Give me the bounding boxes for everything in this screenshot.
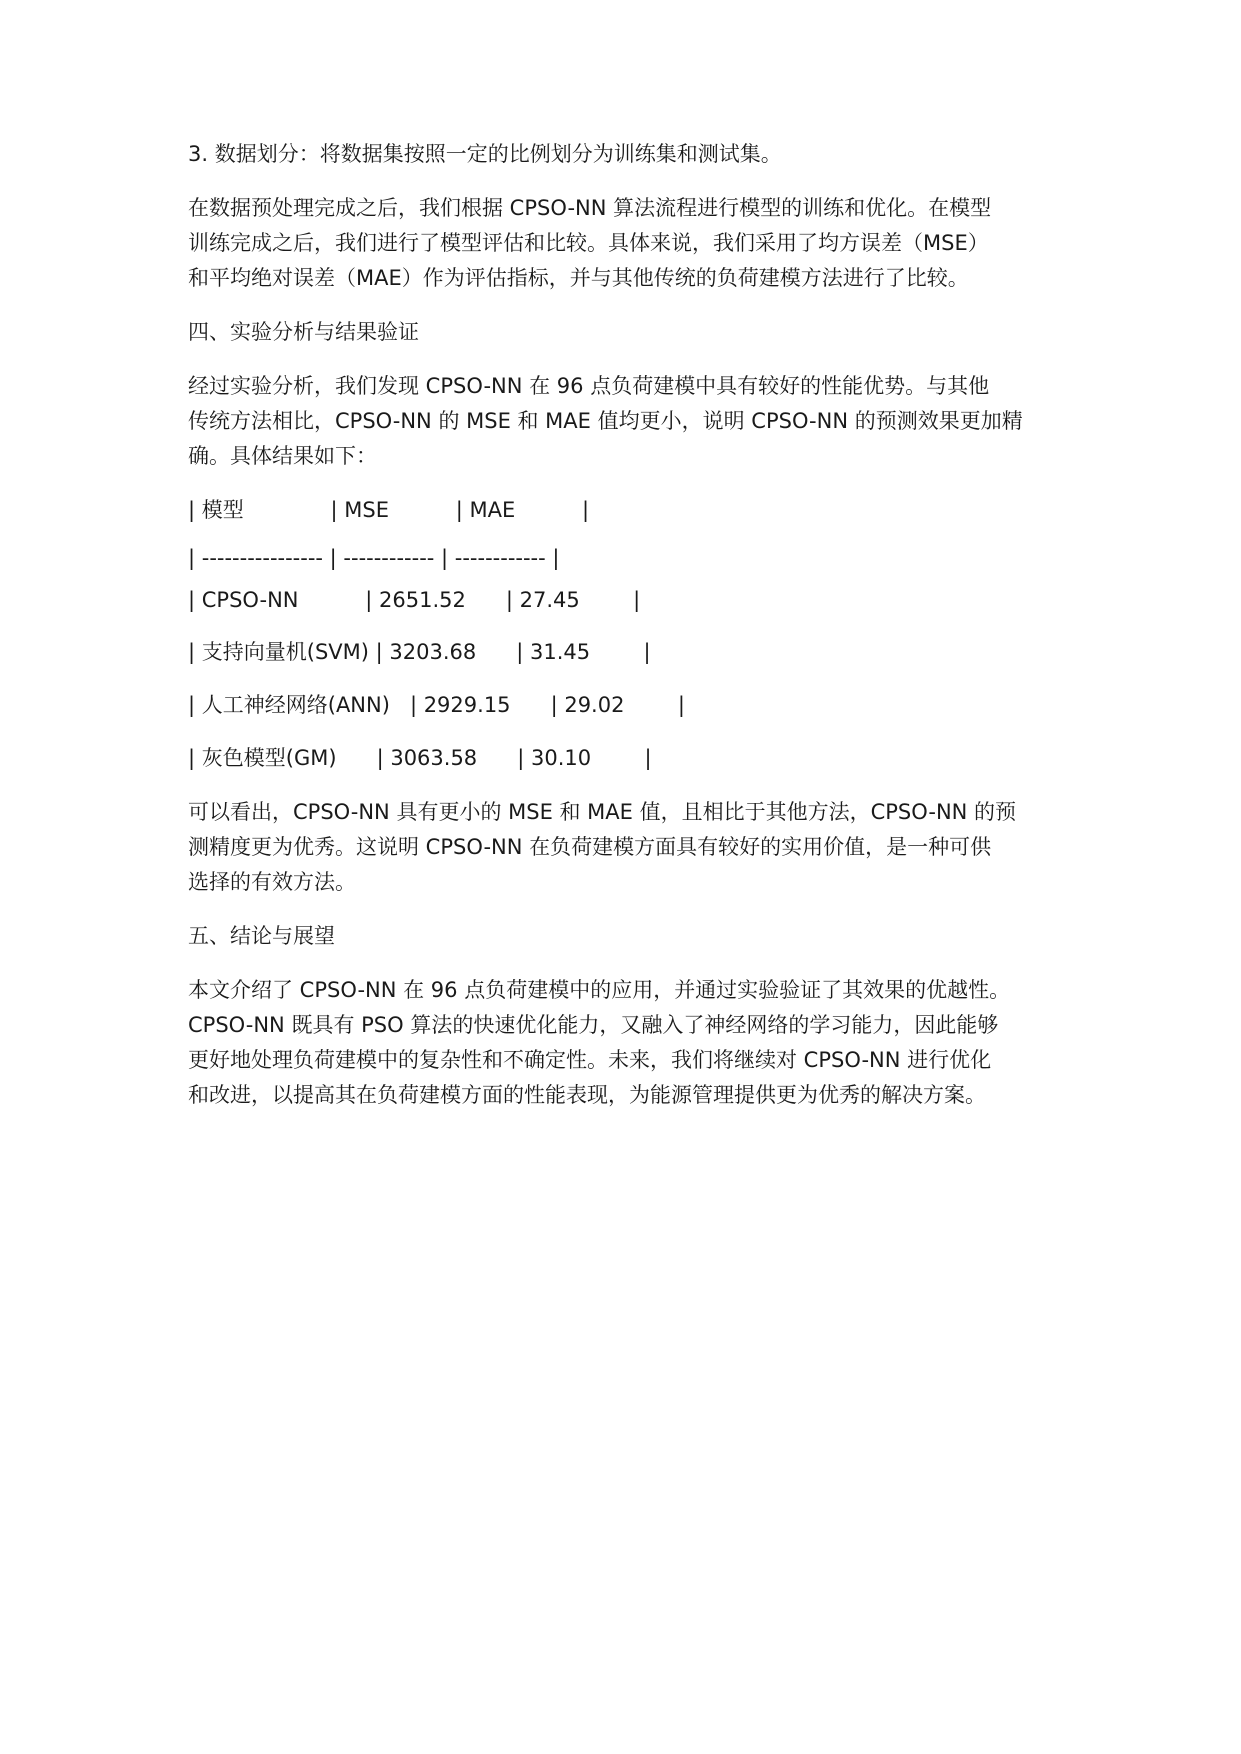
paragraph-outlook-line: 更好地处理负荷建模中的复杂性和不确定性。未来，我们将继续对 CPSO-NN 进行优化 <box>188 1048 992 1072</box>
paragraph-analysis-line: 传统方法相比，CPSO-NN 的 MSE 和 MAE 值均更小，说明 CPSO-NN 的预测效果更加精 <box>188 409 1023 433</box>
paragraph-analysis-line: 确。具体结果如下： <box>188 444 377 468</box>
paragraph-outlook-line: CPSO-NN 既具有 PSO 算法的快速优化能力，又融入了神经网络的学习能力，因此能够 <box>188 1013 999 1037</box>
table-separator-row: | ---------------- | ------------ | ------------ | <box>188 546 560 570</box>
paragraph-analysis-line: 经过实验分析，我们发现 CPSO-NN 在 96 点负荷建模中具有较好的性能优势。与其他 <box>188 374 990 398</box>
paragraph-training-line: 在数据预处理完成之后，我们根据 CPSO-NN 算法流程进行模型的训练和优化。在模型 <box>188 196 992 220</box>
paragraph-outlook-line: 本文介绍了 CPSO-NN 在 96 点负荷建模中的应用，并通过实验验证了其效果的优越性。 <box>188 978 1011 1002</box>
section-heading-5: 五、结论与展望 <box>188 924 335 948</box>
step-3-text: 3. 数据划分：将数据集按照一定的比例划分为训练集和测试集。 <box>188 142 782 166</box>
paragraph-training-line: 和平均绝对误差（MAE）作为评估指标，并与其他传统的负荷建模方法进行了比较。 <box>188 266 969 290</box>
table-row: | CPSO-NN | 2651.52 | 27.45 | <box>188 588 641 612</box>
table-row: | 支持向量机(SVM) | 3203.68 | 31.45 | <box>188 640 651 664</box>
paragraph-training-line: 训练完成之后，我们进行了模型评估和比较。具体来说，我们采用了均方误差（MSE） <box>188 231 989 255</box>
table-header-row: | 模型 | MSE | MAE | <box>188 498 590 522</box>
paragraph-result-line: 可以看出，CPSO-NN 具有更小的 MSE 和 MAE 值，且相比于其他方法，CPSO-NN 的预 <box>188 800 1017 824</box>
table-row: | 灰色模型(GM) | 3063.58 | 30.10 | <box>188 746 652 770</box>
paragraph-result-line: 测精度更为优秀。这说明 CPSO-NN 在负荷建模方面具有较好的实用价值，是一种可供 <box>188 835 992 859</box>
section-heading-4: 四、实验分析与结果验证 <box>188 320 419 344</box>
table-row: | 人工神经网络(ANN) | 2929.15 | 29.02 | <box>188 693 685 717</box>
paragraph-result-line: 选择的有效方法。 <box>188 870 356 894</box>
paragraph-outlook-line: 和改进，以提高其在负荷建模方面的性能表现，为能源管理提供更为优秀的解决方案。 <box>188 1083 986 1107</box>
